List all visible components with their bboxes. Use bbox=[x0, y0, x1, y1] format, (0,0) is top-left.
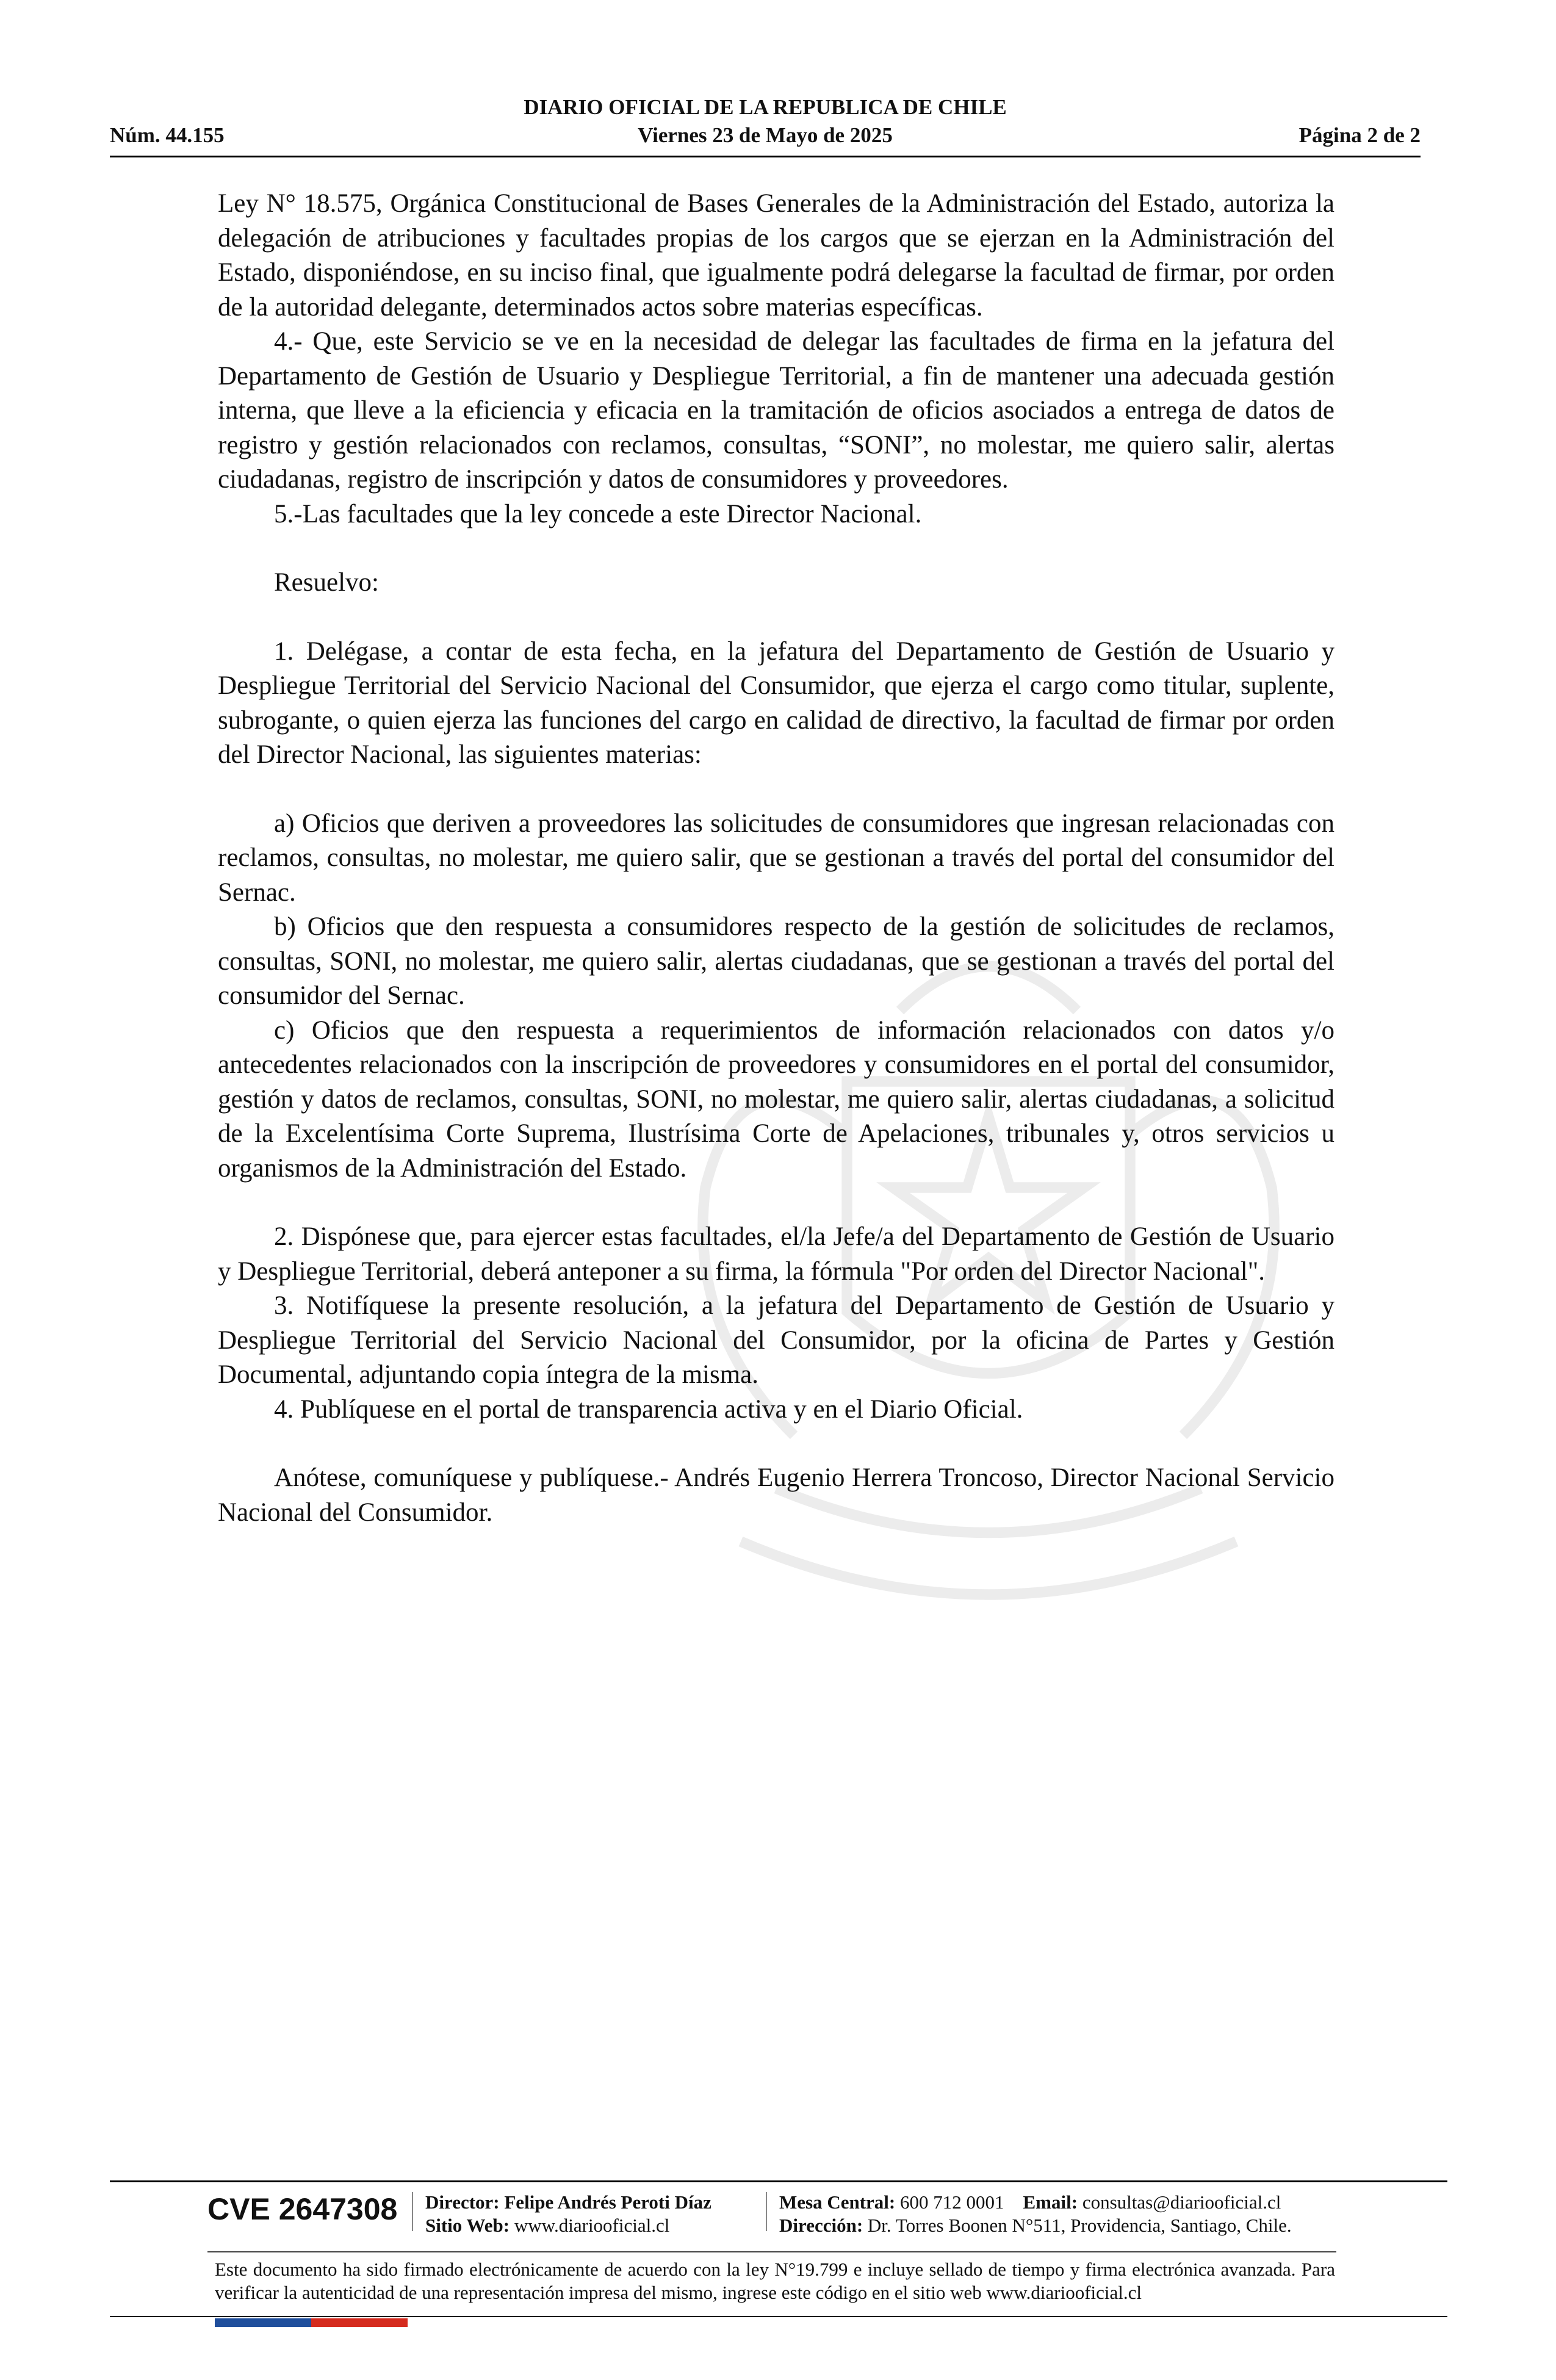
address-value: Dr. Torres Boonen N°511, Providencia, Santiago, Chile. bbox=[867, 2215, 1292, 2236]
page-indicator: Página 2 de 2 bbox=[1298, 123, 1421, 147]
address-label: Dirección: bbox=[779, 2215, 863, 2236]
footer-separator bbox=[766, 2192, 767, 2231]
resolution-item-1: 1. Delégase, a contar de esta fecha, en la jefatura del Departamento de Gestión de Usuario y Despliegue Territorial del Servicio Nacional del Consumidor, que ejerza el cargo como titular, suplente, subrogante, o quien ejerza las funciones del cargo en calidad de directivo, la facultad de firmar por orden del Director Nacional, las siguientes materias: bbox=[218, 636, 1334, 769]
resolution-item-4: 4. Publíquese en el portal de transparencia activa y en el Diario Oficial. bbox=[274, 1394, 1023, 1424]
website-link[interactable]: www.diariooficial.cl bbox=[514, 2215, 670, 2236]
resuelvo-heading: Resuelvo: bbox=[274, 568, 379, 597]
newspaper-title: DIARIO OFICIAL DE LA REPUBLICA DE CHILE bbox=[524, 95, 1007, 119]
footer-contact-column bbox=[779, 2191, 1292, 2237]
flag-blue-segment bbox=[215, 2318, 311, 2327]
matter-a: a) Oficios que deriven a proveedores las solicitudes de consumidores que ingresan relacionadas con reclamos, consultas, no molestar, me quiero salir, que se gestionan a través del portal del consumidor del Sernac. bbox=[218, 809, 1334, 907]
paragraph-law-reference: Ley N° 18.575, Orgánica Constitucional de Bases Generales de la Administración del Estado, autoriza la delegación de atribuciones y facultades propias de los cargos que se ejerzan en la Administración del Estado, disponiéndose, en su inciso final, que igualmente podrá delegarse la facultad de firmar, por orden de la autoridad delegante, determinados actos sobre materias específicas. bbox=[218, 189, 1334, 322]
flag-stripe bbox=[215, 2318, 408, 2327]
footer-divider-bottom bbox=[110, 2316, 1447, 2317]
closing-signature: Anótese, comuníquese y publíquese.- Andrés Eugenio Herrera Troncoso, Director Nacional Servicio Nacional del Consumidor. bbox=[218, 1463, 1334, 1527]
email-label: Email: bbox=[1023, 2191, 1078, 2213]
matter-c: c) Oficios que den respuesta a requerimientos de información relacionados con datos y/o antecedentes relacionados con la inscripción de proveedores y consumidores en el portal del consumidor, gestión y datos de reclamos, consultas, SONI, no molestar, me quiero salir, alertas ciudadanas, a solicitud de la Excelentísima Corte Suprema, Ilustrísima Corte de Apelaciones, tribunales y, otros servicios u organismos de la Administración del Estado. bbox=[218, 1015, 1334, 1183]
director-value: Felipe Andrés Peroti Díaz bbox=[504, 2191, 711, 2213]
email-link[interactable]: consultas@diariooficial.cl bbox=[1082, 2191, 1281, 2213]
cve-code: CVE 2647308 bbox=[207, 2192, 398, 2226]
footer-separator bbox=[412, 2192, 413, 2231]
resolution-item-3: 3. Notifíquese la presente resolución, a la jefatura del Departamento de Gestión de Usuario y Despliegue Territorial del Servicio Nacional del Consumidor, por la oficina de Partes y Gestión Documental, adjuntando copia íntegra de la misma. bbox=[218, 1291, 1334, 1389]
footer-divider-top bbox=[110, 2180, 1447, 2182]
footer-director-column bbox=[425, 2191, 711, 2237]
flag-red-segment bbox=[311, 2318, 408, 2327]
matter-b: b) Oficios que den respuesta a consumidores respecto de la gestión de solicitudes de reclamos, consultas, SONI, no molestar, me quiero salir, alertas ciudadanas, que se gestionan a través del portal del consumidor del Sernac. bbox=[218, 912, 1334, 1010]
paragraph-considerando-4: 4.- Que, este Servicio se ve en la necesidad de delegar las facultades de firma en la jefatura del Departamento de Gestión de Usuario y Despliegue Territorial, a fin de mantener una adecuada gestión interna, que lleve a la eficiencia y eficacia en la tramitación de oficios asociados a entrega de datos de registro y gestión relacionados con reclamos, consultas, “SONI”, no molestar, me quiero salir, alertas ciudadanas, registro de inscripción y datos de consumidores y proveedores. bbox=[218, 327, 1334, 494]
paragraph-considerando-5: 5.-Las facultades que la ley concede a este Director Nacional. bbox=[274, 499, 922, 528]
header-divider bbox=[110, 156, 1421, 157]
issue-date: Viernes 23 de Mayo de 2025 bbox=[638, 123, 893, 147]
signature-verification-note: Este documento ha sido firmado electrónicamente de acuerdo con la ley N°19.799 e incluye sellado de tiempo y firma electrónica avanzada. Para verificar la autenticidad de una representación impresa del mismo, ingrese este código en el sitio web www.diariooficial.cl bbox=[215, 2259, 1335, 2303]
resolution-item-2: 2. Dispónese que, para ejercer estas facultades, el/la Jefe/a del Departamento de Gestión de Usuario y Despliegue Territorial, deberá anteponer a su firma, la fórmula "Por orden del Director Nacional". bbox=[218, 1222, 1334, 1286]
page-header bbox=[110, 92, 1421, 159]
mesa-label: Mesa Central: bbox=[779, 2191, 896, 2213]
issue-number: Núm. 44.155 bbox=[110, 123, 225, 147]
footer-divider-middle bbox=[207, 2251, 1336, 2252]
mesa-phone: 600 712 0001 bbox=[900, 2191, 1004, 2213]
director-label: Director: bbox=[425, 2191, 500, 2213]
website-label: Sitio Web: bbox=[425, 2215, 510, 2236]
document-body bbox=[218, 187, 1334, 1530]
